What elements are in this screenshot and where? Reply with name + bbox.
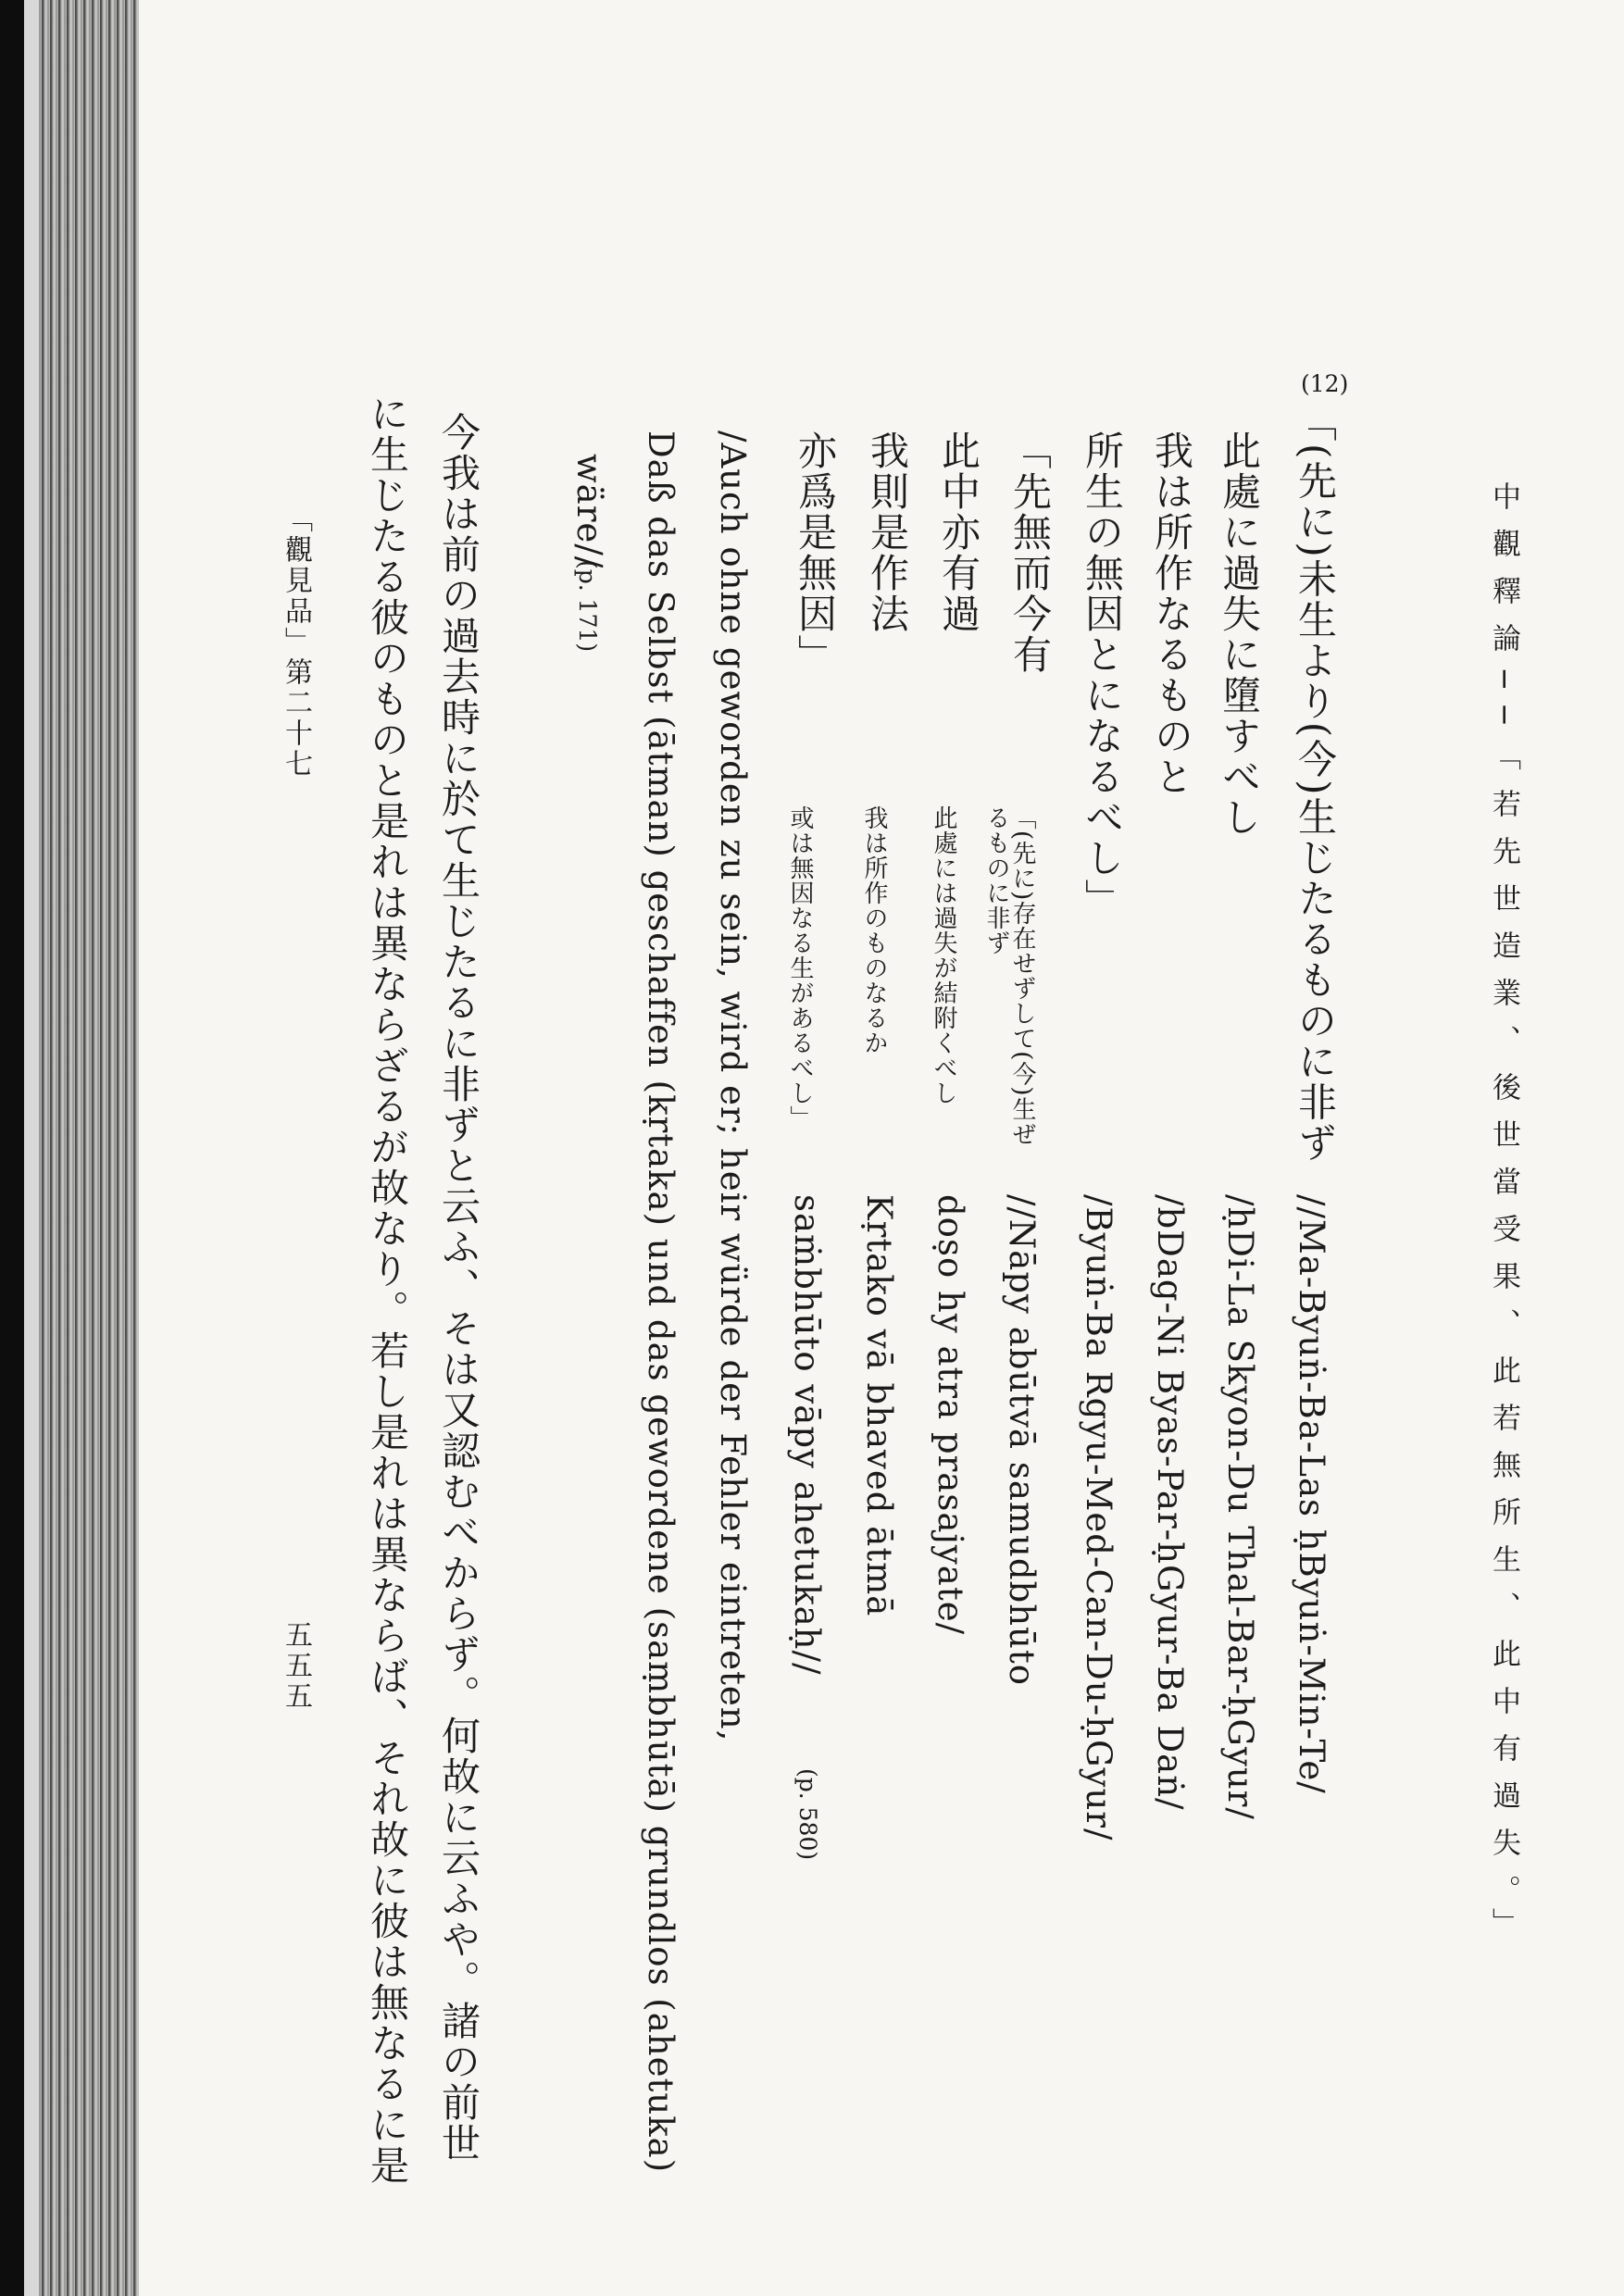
running-head: 中觀釋論──「若先世造業、後世當受果、此若無所生、此中有過失。」 xyxy=(1487,481,1520,1955)
sanskrit-page-ref: (p. 580) xyxy=(794,1768,821,1861)
german-line-3: wäre// xyxy=(569,454,609,569)
german-line-1: /Auch ohne geworden zu sein, wird er; heir würde der Fehler eintreten, xyxy=(713,430,753,1742)
jp-verse-1: 「(先に)未生より(今)生じたるものに非ず xyxy=(1293,403,1338,1164)
prose-line-2: に生じたる彼のものと是れは異ならざるが故なり。若し是れは異ならば、それ故に彼は無なるに是 xyxy=(365,393,410,2186)
binding-shadow xyxy=(0,0,24,2296)
footer-chapter: 「觀見品」第二十七 xyxy=(280,505,312,780)
jp-verse-2: 此處に過失に墮すべし xyxy=(1217,430,1262,838)
tibetan-verse-1: //Ma-Byuṅ-Ba-Las ḥByuṅ-Min-Te/ xyxy=(1292,1194,1331,1794)
gloss-1b: るものに非ず xyxy=(982,805,1010,955)
jp-verse-3: 我は所作なるものと xyxy=(1149,430,1194,797)
gloss-4: 或は無因なる生があるべし」 xyxy=(786,805,814,1130)
chinese-verse-4: 亦爲是無因」 xyxy=(793,430,838,675)
chinese-verse-2: 此中亦有過 xyxy=(936,430,981,634)
tibetan-verse-4: /Byuṅ-Ba Rgyu-Med-Can-Du-ḥGyur/ xyxy=(1079,1194,1118,1841)
sanskrit-verse-3: Kṛtako vā bhaved ātmā xyxy=(859,1194,899,1617)
jp-verse-4: 所生の無因とになるべし」 xyxy=(1080,430,1125,919)
note-number: (12) xyxy=(1301,370,1349,397)
gloss-2: 此處には過失が結附くべし xyxy=(930,805,957,1105)
page-number: 五五五 xyxy=(280,1620,312,1712)
tibetan-verse-2: /ḥDi-La Skyon-Du Thal-Bar-ḥGyur/ xyxy=(1220,1194,1260,1820)
german-line-2: Daß das Selbst (ātman) geschaffen (kṛtaka) und das gewordene (saṃbhūtā) grundlos (ahetuka) xyxy=(641,430,681,2174)
chinese-verse-1: 「先無而今有 xyxy=(1007,430,1053,675)
chinese-verse-3: 我則是作法 xyxy=(865,430,910,634)
gloss-1a: 「(先に)存在せずして(今)生ぜ xyxy=(1008,805,1036,1147)
tibetan-verse-3: /bDag-Ni Byas-Par-ḥGyur-Ba Daṅ/ xyxy=(1150,1194,1190,1811)
binding-highlight xyxy=(24,0,39,2296)
sanskrit-verse-1: //Nāpy abūtvā samudbhūto xyxy=(1002,1194,1042,1687)
sanskrit-verse-4: saṁbhūto vāpy ahetukaḥ// xyxy=(787,1194,827,1676)
prose-line-1: 今我は前の過去時に於て生じたるに非ずと云ふ、そは又認むべからず。何故に云ふや。諸の前世 xyxy=(436,412,481,2164)
gloss-3: 我は所作のものなるか xyxy=(860,805,888,1055)
sanskrit-verse-2: doṣo hy atra prasajyate/ xyxy=(931,1194,970,1636)
german-page-ref: (p. 171) xyxy=(574,560,601,653)
